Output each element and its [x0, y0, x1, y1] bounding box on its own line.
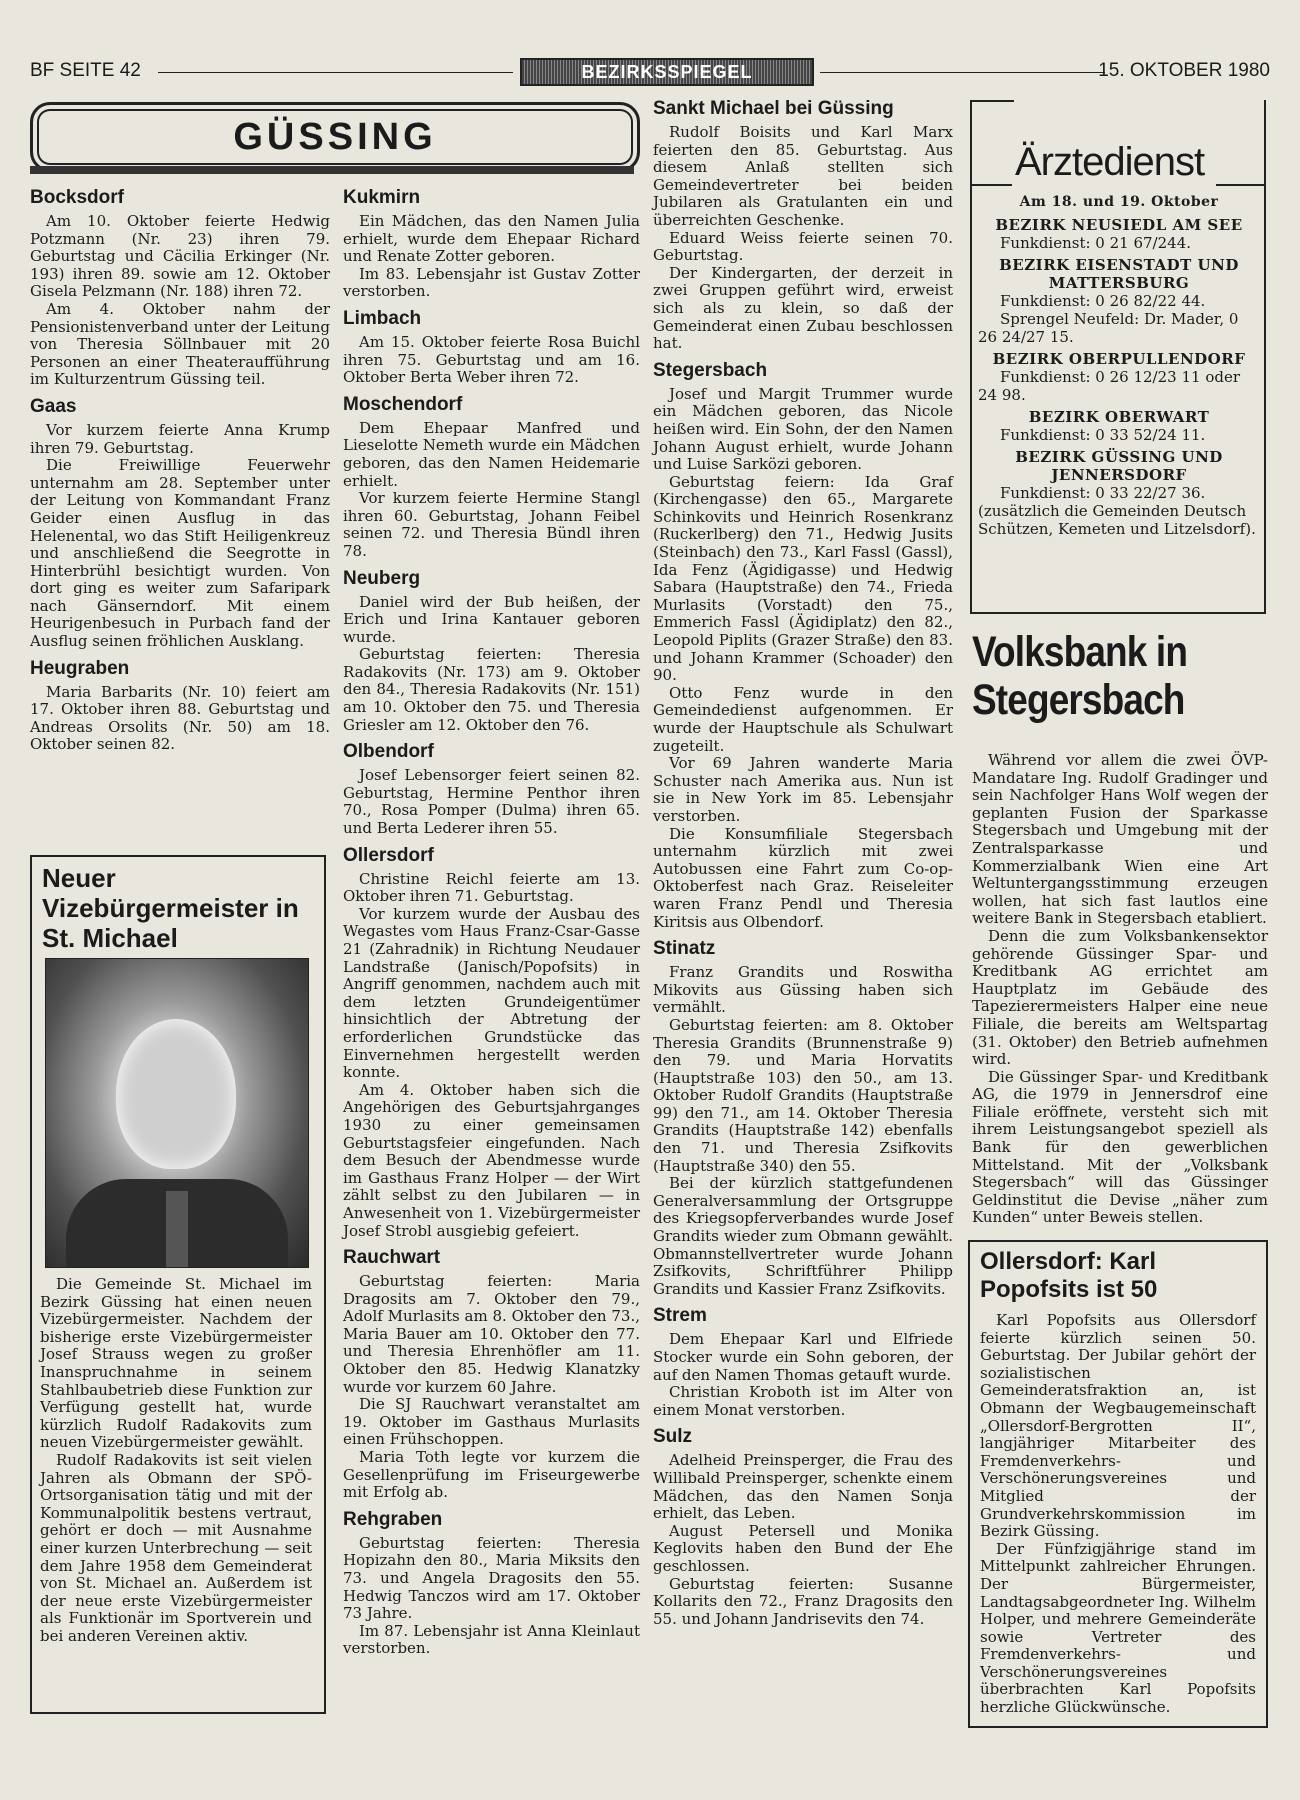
- article-kukmirn: [343, 187, 640, 301]
- popofsits-body: [970, 1304, 1266, 1717]
- column-2: [343, 180, 640, 1658]
- portrait-face: [116, 1019, 236, 1169]
- district-name: BEZIRK OBERWART: [1028, 408, 1210, 426]
- article-title: Sankt Michael bei Güssing: [653, 98, 894, 119]
- article-paragraph: Am 4. Oktober haben sich die Angehörigen des Geburtsjahrganges 1930 zu einer gemeinsamen Geburtstagsfeier eingefunden. Nach dem Besuch der Abendmesse wurde im Gasthaus Franz Holper — der Wirt zählt selbst zu den Jubilaren — in Anwesenheit von 1. Vizebürgermeister Josef Strobl ausgiebig gefeiert.: [343, 1080, 640, 1240]
- article-title: Neuberg: [343, 567, 421, 589]
- article-ollersdorf: [343, 845, 640, 1240]
- page-header: [30, 58, 1270, 86]
- district-line: Funkdienst: 0 26 82/22 44.: [1000, 292, 1206, 310]
- district-line: Funkdienst: 0 21 67/244.: [1000, 234, 1192, 252]
- popofsits-paragraph: Der Fünfzigjährige stand im Mittelpunkt zahlreicher Ehrungen. Der Bürgermeister, Landtagsabgeordneter Ing. Wilhelm Holper, und mehrere Gemeinderäte sowie Vertreter des Fremdenverkehrs- und Verschönerungsvereines überbrachten Karl Popofsits herzliche Glückwünsche.: [980, 1539, 1256, 1717]
- article-paragraph: Maria Barbarits (Nr. 10) feiert am 17. Oktober ihren 88. Geburtstag und Andreas Orsolits (Nr. 50) am 18. Oktober seinen 82.: [30, 682, 330, 754]
- portrait-photo: [45, 958, 309, 1268]
- article-gaas: [30, 396, 330, 651]
- header-rule-right: [820, 72, 1105, 73]
- district-line: Funkdienst: 0 33 22/27 36. (zusätzlich die Gemeinden Deutsch Schützen, Kemeten und Litzelsdorf).: [978, 484, 1256, 538]
- article-strem: [653, 1305, 953, 1419]
- article-limbach: [343, 308, 640, 387]
- district-name: BEZIRK NEUSIEDL AM SEE: [995, 216, 1243, 234]
- article-heugraben: [30, 658, 330, 754]
- article-paragraph: Am 10. Oktober feierte Hedwig Potzmann (Nr. 23) ihren 79. Geburtstag und Cäcilia Erkinger (Nr. 193) ihren 89. sowie am 12. Oktober Gisela Pelzmann (Nr. 188) ihren 72.: [30, 212, 330, 301]
- article-title: Stinatz: [653, 938, 716, 960]
- article-paragraph: Geburtstag feierten: am 8. Oktober Theresia Grandits (Brunnenstraße 9) den 79. und Maria Horvatits (Hauptstraße 103) den 50., am 13. Oktober Rudolf Grandits (Hauptstraße 99) den 71., am 14. Oktober Theresia Grandits (Hauptstraße 142) ebenfalls den 71. und Theresia Zsifkovits (Hauptstraße 340) den 55.: [653, 1015, 953, 1175]
- article-title: Olbendorf: [343, 741, 434, 763]
- article-moschendorf: [343, 394, 640, 561]
- article-paragraph: Geburtstag feierten: Maria Dragosits am 7. Oktober den 79., Adolf Murlasits am 8. Oktober den 73., Maria Bauer am 10. Oktober den 77. und Theresia Ehrenhöfler am 11. Oktober den 85. Hedwig Klanatzky wurde vor kurzem 60 Jahre.: [343, 1272, 640, 1396]
- article-paragraph: Vor 69 Jahren wanderte Maria Schuster nach Amerika aus. Nun ist sie in New York im 85. Lebensjahr verstorben.: [653, 754, 953, 825]
- article-paragraph: Rudolf Boisits und Karl Marx feierten den 85. Geburtstag. Aus diesem Anlaß stellten sich Gemeindevertreter bei beiden Jubilaren als Gratulanten ein und überreichten Geschenke.: [653, 123, 953, 229]
- article-paragraph: Otto Fenz wurde in den Gemeindedienst aufgenommen. Er wurde der Hauptschule als Schulwart zugeteilt.: [653, 683, 953, 755]
- article-title: Strem: [653, 1305, 707, 1327]
- article-paragraph: Adelheid Preinsperger, die Frau des Willibald Preinsperger, schenkte einem Mädchen, das den Namen Sonja erhielt, das Leben.: [653, 1451, 953, 1523]
- article-paragraph: Am 15. Oktober feierte Rosa Buichl ihren 75. Geburtstag und am 16. Oktober Berta Weber ihren 72.: [343, 332, 640, 387]
- article-paragraph: Dem Ehepaar Manfred und Lieselotte Nemeth wurde ein Mädchen geboren, das den Namen Heidemarie erhielt.: [343, 418, 640, 490]
- article-paragraph: Im 83. Lebensjahr ist Gustav Zotter verstorben.: [343, 264, 640, 301]
- article-paragraph: Christine Reichl feierte am 13. Oktober ihren 71. Geburtstag.: [343, 869, 640, 906]
- article-paragraph: August Petersell und Monika Keglovits haben den Bund der Ehe geschlossen.: [653, 1521, 953, 1575]
- article-paragraph: Geburtstag feierten: Theresia Radakovits (Nr. 173) am 9. Oktober den 84., Theresia Radakovits (Nr. 151) am 10. Oktober den 75. und Theresia Griesler am 12. Oktober den 76.: [343, 645, 640, 734]
- article-paragraph: Eduard Weiss feierte seinen 70. Geburtstag.: [653, 228, 953, 265]
- article-sulz: [653, 1426, 953, 1628]
- article-paragraph: Bei der kürzlich stattgefundenen Generalversammlung der Ortsgruppe des Kriegsopferverbandes wurde Josef Grandits wieder zum Obmann gewählt. Obmannstellvertreter wurde Johann Zsifkovits, Schriftführer Philipp Grandits und Kassier Franz Zsifkovits.: [653, 1174, 953, 1298]
- page-number: BF SEITE 42: [30, 60, 141, 81]
- volksbank-paragraph: Die Güssinger Spar- und Kreditbank AG, die 1979 in Jennersdrof eine Filiale eröffnete, versteht sich mit ihrem Leistungsangebot speziell als Bank für den gewerblichen Mittelstand. Mit der „Volksbank Stegersbach“ will das Güssinger Geldinstitut die Devise „näher zum Kunden“ unter Beweis stellen.: [972, 1067, 1268, 1227]
- vize-box-body: [40, 1276, 312, 1645]
- section-title: GÜSSING: [233, 116, 437, 158]
- article-paragraph: Dem Ehepaar Karl und Elfriede Stocker wurde ein Sohn geboren, der auf den Namen Thomas getauft wurde.: [653, 1330, 953, 1384]
- article-stegersbach: [653, 360, 953, 931]
- article-paragraph: Daniel wird der Bub heißen, der Erich und Irina Kantauer geboren wurde.: [343, 592, 640, 646]
- article-rehgraben: [343, 1509, 640, 1658]
- article-stinatz: [653, 938, 953, 1298]
- volksbank-paragraph: Denn die zum Volksbankensektor gehörende Güssinger Spar- und Kreditbank AG errichtet am Hauptplatz im Gebäude des Tapezierermeisters Halper eine neue Filiale, die bereits am Weltspartag (31. Oktober) den Betrieb aufnehmen wird.: [972, 926, 1268, 1069]
- column-1: [30, 180, 330, 754]
- district-name: BEZIRK EISENSTADT UND MATTERSBURG: [999, 256, 1239, 292]
- column-3: [653, 98, 953, 1628]
- issue-date: 15. OKTOBER 1980: [1098, 60, 1270, 81]
- article-paragraph: Maria Toth legte vor kurzem die Gesellenprüfung im Friseurgewerbe mit Erfolg ab.: [343, 1448, 640, 1502]
- district-line: Funkdienst: 0 26 12/23 11 oder 24 98.: [978, 368, 1240, 404]
- article-title: Rauchwart: [343, 1247, 441, 1269]
- volksbank-headline: Volksbank in Stegersbach: [972, 628, 1188, 724]
- district-line: Funkdienst: 0 33 52/24 11.: [1000, 426, 1206, 444]
- article-title: Gaas: [30, 395, 77, 417]
- article-title: Stegersbach: [653, 359, 768, 381]
- volksbank-body: [972, 752, 1268, 1227]
- article-title: Heugraben: [30, 657, 130, 679]
- article-paragraph: Geburtstag feiern: Ida Graf (Kirchengasse) den 65., Margarete Schinkovits und Heinrich Rosenkranz (Ruckerlberg) den 71., Hedwig Jusits (Steinbach) den 73., Karl Fassl (Gassl), Ida Fenz (Ägidigasse) und Hedwig Sabara (Hauptstraße) den 74., Frieda Murlasits (Vorstadt) den 75., Emmerich Fassl (Ägidiplatz) den 82., Leopold Piplits (Grazer Straße) den 83. und Johann Krammer (Schoader) den 90.: [653, 472, 953, 685]
- article-paragraph: Im 87. Lebensjahr ist Anna Kleinlaut verstorben.: [343, 1621, 640, 1658]
- popofsits-paragraph: Karl Popofsits aus Ollersdorf feierte kürzlich seinen 50. Geburtstag. Der Jubilar gehört der sozialistischen Gemeinderatsfraktion an, ist Obmann der Wegbaugemeinschaft „Ollersdorf-Bergrotten II“, langjähriger Mitarbeiter des Fremdenverkehrs- und Verschönerungsvereines und Mitglied der Grundverkehrskommission im Bezirk Güssing.: [980, 1311, 1256, 1541]
- aerztedienst-rule-top-left: [970, 100, 1014, 102]
- article-title: Sulz: [653, 1426, 693, 1448]
- vize-paragraph: Rudolf Radakovits ist seit vielen Jahren als Obmann der SPÖ-Ortsorganisation tätig und mit der Kommunalpolitik bestens vertraut, gehört er doch — mit Ausnahme einer kurzen Unterbrechung — seit dem Jahre 1958 dem Gemeinderat von St. Michael an. Außerdem ist der neue erste Vizebürgermeister als Funktionär im Sportverein und bei anderen Vereinen aktiv.: [40, 1450, 312, 1645]
- article-title: Ollersdorf: [343, 844, 434, 866]
- article-paragraph: Geburtstag feierten: Susanne Kollarits den 72., Franz Dragosits den 55. und Johann Jandrisevits den 74.: [653, 1574, 953, 1628]
- article-paragraph: Vor kurzem feierte Anna Krump ihren 79. Geburtstag.: [30, 420, 330, 457]
- article-rauchwart: [343, 1247, 640, 1502]
- volksbank-paragraph: Während vor allem die zwei ÖVP-Mandatare Ing. Rudolf Gradinger und sein Nachfolger Hans Wolf wegen der geplanten Fusion der Sparkasse Stegersbach und Umgebung mit der Zentralsparkasse und Kommerzialbank Wien eine Art Weltuntergangsstimmung erzeugen wollen, hat sich fast lautlos eine weitere Bank in Stegersbach etabliert.: [972, 751, 1268, 928]
- district-name: BEZIRK OBERPULLENDORF: [992, 350, 1246, 368]
- article-title: Moschendorf: [343, 393, 463, 415]
- article-paragraph: Vor kurzem wurde der Ausbau des Wegastes vom Haus Franz-Csar-Gasse 21 (Zahradnik) in Richtung Neudauer Landstraße (Janisch/Popofsits) in Angriff genommen, nachdem auch mit dem letzten Grundeigentümer hinsichtlich der Abtretung der erforderlichen Grundstücke das Einvernehmen hergestellt werden konnte.: [343, 904, 640, 1082]
- district-line: Sprengel Neufeld: Dr. Mader, 0 26 24/27 15.: [978, 310, 1239, 346]
- article-paragraph: Geburtstag feierten: Theresia Hopizahn den 80., Maria Miksits den 73. und Angela Dragosits den 55. Hedwig Tanczos wird am 17. Oktober 73 Jahre.: [343, 1533, 640, 1623]
- article-paragraph: Die Freiwillige Feuerwehr unternahm am 28. September unter der Leitung von Kommandant Franz Geider einen Ausflug in das Helenental, wo das Stift Heiligenkreuz und anschließend die Seegrotte in Hinterbrühl besichtigt wurden. Von dort ging es weiter zum Safaripark nach Gänserndorf. Mit einem Heurigenbesuch in Purbach fand der Ausflug seinen fröhlichen Ausklang.: [30, 456, 330, 651]
- popofsits-box: [968, 1240, 1268, 1728]
- article-paragraph: Die SJ Rauchwart veranstaltet am 19. Oktober im Gasthaus Murlasits einen Frühschoppen.: [343, 1395, 640, 1449]
- vize-box-title: Neuer Vizebürgermeister in St. Michael: [42, 863, 299, 953]
- aerztedienst-title: Ärztedienst: [1015, 140, 1205, 184]
- article-title: Rehgraben: [343, 1508, 443, 1530]
- article-paragraph: Vor kurzem feierte Hermine Stangl ihren 60. Geburtstag, Johann Feibel seinen 72. und Theresia Bündl ihren 78.: [343, 489, 640, 560]
- article-paragraph: Der Kindergarten, der derzeit in zwei Gruppen geführt wird, erweist sich als zu klein, so daß der Gemeinderat einen Zubau beschlossen hat.: [653, 263, 953, 353]
- article-sankt-michael: [653, 98, 953, 353]
- article-paragraph: Die Konsumfiliale Stegersbach unternahm kürzlich mit zwei Autobussen eine Fahrt zum Co-op-Oktoberfest nach Graz. Reiseleiter waren Franz Pendl und Theresia Kiritsis aus Olbendorf.: [653, 824, 953, 931]
- article-neuberg: [343, 568, 640, 735]
- popofsits-title: Ollersdorf: Karl Popofsits ist 50: [980, 1248, 1158, 1303]
- section-banner: BEZIRKSSPIEGEL: [520, 58, 814, 86]
- article-title: Bocksdorf: [30, 187, 124, 208]
- vize-paragraph: Die Gemeinde St. Michael im Bezirk Güssing hat einen neuen Vizebürgermeister. Nachdem der bisherige erste Vizebürgermeister Josef Strauss wegen zu großer Inanspruchnahme in seinem Stahlbaubetrieb diese Funktion zur Verfügung gestellt hat, wurde kürzlich Rudolf Radakovits zum neuen Vizebürgermeister gewählt.: [40, 1275, 312, 1452]
- article-paragraph: Josef Lebensorger feiert seinen 82. Geburtstag, Hermine Penthor ihren 70., Rosa Pomper (Dulma) ihren 65. und Berta Lederer ihren 55.: [343, 766, 640, 838]
- article-title: Kukmirn: [343, 187, 421, 208]
- aerztedienst-rule-right: [1216, 184, 1264, 186]
- aerztedienst-body: [978, 193, 1260, 538]
- article-paragraph: Josef und Margit Trummer wurde ein Mädchen geboren, das Nicole heißen wird. Ein Sohn, der den Namen Johann August erhielt, wurde Johann und Luise Sarközi geboren.: [653, 384, 953, 474]
- article-paragraph: Ein Mädchen, das den Namen Julia erhielt, wurde dem Ehepaar Richard und Renate Zotter geboren.: [343, 212, 640, 266]
- article-paragraph: Am 4. Oktober nahm der Pensionistenverband unter der Leitung von Theresia Söllnbauer mit 20 Personen an einer Theateraufführung im Kulturzentrum Güssing teil.: [30, 299, 330, 389]
- portrait-tie: [166, 1191, 188, 1267]
- article-bocksdorf: [30, 187, 330, 389]
- article-title: Limbach: [343, 307, 422, 329]
- article-olbendorf: [343, 741, 640, 837]
- aerztedienst-date: Am 18. und 19. Oktober: [1019, 194, 1219, 210]
- article-paragraph: Christian Kroboth ist im Alter von einem Monat verstorben.: [653, 1383, 953, 1419]
- district-name: BEZIRK GÜSSING UND JENNERSDORF: [1015, 448, 1223, 484]
- header-rule-left: [158, 72, 513, 73]
- aerztedienst-rule-left: [970, 184, 1012, 186]
- article-paragraph: Franz Grandits und Roswitha Mikovits aus Güssing haben sich vermählt.: [653, 963, 953, 1017]
- title-underline: [30, 166, 634, 174]
- section-title-box: [30, 102, 640, 172]
